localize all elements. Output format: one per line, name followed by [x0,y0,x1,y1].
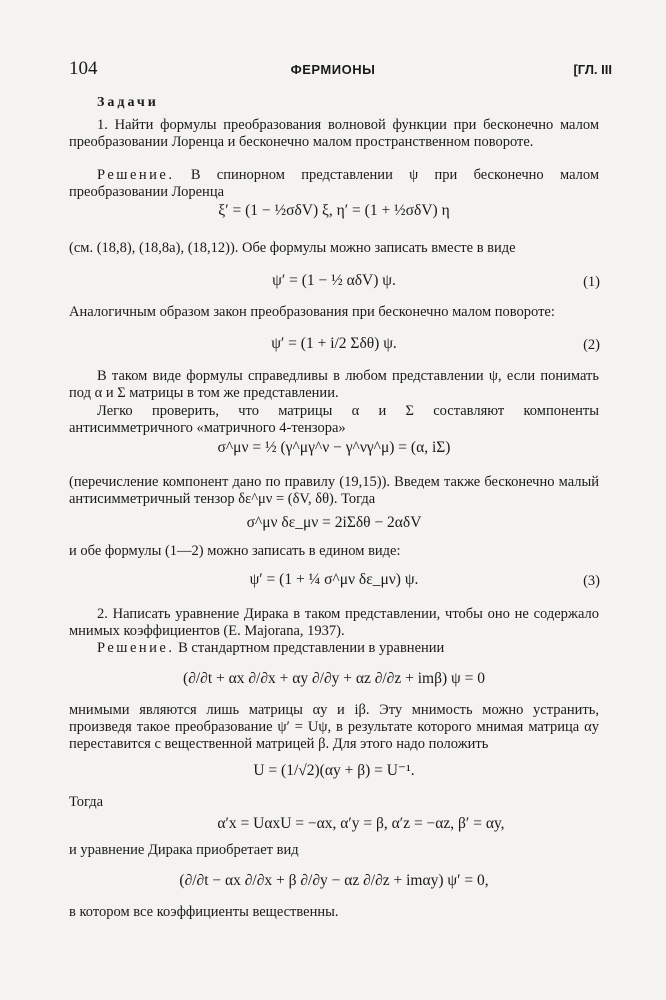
conclusion-text: в котором все коэффициенты вещественны. [69,904,339,920]
equation-3 [69,569,599,591]
dirac-form-text: и уравнение Дирака приобретает вид [69,842,299,858]
equation-1-text: ψ′ = (1 − ½ αδV) ψ. [272,272,396,289]
imag-text: мнимыми являются лишь матрицы αy и iβ. Эту мнимость можно устранить, произведя такое преобразование ψ′ = Uψ, в результате которого мнимая матрица αy переставится с вещественной матрицей β. Для этого надо положить [69,702,599,752]
solution-intro: В спинорном представлении ψ при бесконечно малом преобразовании Лоренца [69,167,600,200]
equation-lorentz-text: ξ′ = (1 − ½σδV) ξ, η′ = (1 + ½σδV) η [218,202,450,219]
both-text: и обе формулы (1—2) можно записать в едином виде: [69,543,401,559]
solution-label: Решение. [97,167,175,183]
equation-U-text: U = (1/√2)(αy + β) = U⁻¹. [253,762,415,779]
then-label: Тогда [69,794,104,810]
equation-majorana-text: (∂/∂t − αx ∂/∂x + β ∂/∂y − αz ∂/∂z + imαy) ψ′ = 0, [179,872,489,889]
equation-transforms-text: α′x = UαxU = −αx, α′y = β, α′z = −αz, β′ = αy, [217,815,505,832]
equation-dirac [69,668,599,690]
equation-sigma [69,437,599,459]
equation-contract [69,512,599,534]
equation-majorana [69,870,599,892]
equation-2-text: ψ′ = (1 + i/2 Σδθ) ψ. [271,335,397,352]
problem2-statement: 2. Написать уравнение Дирака в таком представлении, чтобы оно не содержало мнимых коэффициентов (E. Majorana, 1937). [69,606,599,639]
problem1-statement: 1. Найти формулы преобразования волновой функции при бесконечно малом преобразовании Лоренца и бесконечно малом пространственном повороте. [69,117,599,150]
equation-1 [69,270,599,292]
problem1-solution [69,167,599,201]
equation-2 [69,333,599,355]
equation-transforms [96,813,626,835]
rotation-text: Аналогичным образом закон преобразования при бесконечно малом повороте: [69,304,555,320]
equation-U [69,760,599,782]
equation-1-number: (1) [583,274,600,290]
equation-dirac-text: (∂/∂t + αx ∂/∂x + αy ∂/∂y + αz ∂/∂z + imβ) ψ = 0 [183,670,485,687]
equation-3-text: ψ′ = (1 + ¼ σ^μν δε_μν) ψ. [249,571,419,588]
enum-text: (перечисление компонент дано по правилу (19,15)). Введем также бесконечно малый антисимметричный тензор δε^μν = (δV, δθ). Тогда [69,474,599,507]
page-number: 104 [69,58,98,79]
equation-contract-text: σ^μν δε_μν = 2iΣδθ − 2αδV [246,514,422,531]
ref-text: (см. (18,8), (18,8а), (18,12)). Обе формулы можно записать вместе в виде [69,240,516,256]
equation-sigma-text: σ^μν = ½ (γ^μγ^ν − γ^νγ^μ) = (α, iΣ) [217,439,451,456]
equation-3-number: (3) [583,573,600,589]
section-title: Задачи [97,95,159,110]
solution-intro: В стандартном представлении в уравнении [178,640,445,656]
valid-text: В таком виде формулы справедливы в любом представлении ψ, если понимать под α и Σ матрицы в том же представлении. [69,368,599,401]
problem2-solution [69,640,599,657]
running-title: ФЕРМИОНЫ [290,62,376,77]
chapter-label: [ГЛ. III [573,62,612,77]
solution-label: Решение. [97,640,175,656]
equation-lorentz [69,200,599,222]
equation-2-number: (2) [583,337,600,353]
check-text: Легко проверить, что матрицы α и Σ составляют компоненты антисимметричного «матричного 4-тензора» [69,403,599,436]
